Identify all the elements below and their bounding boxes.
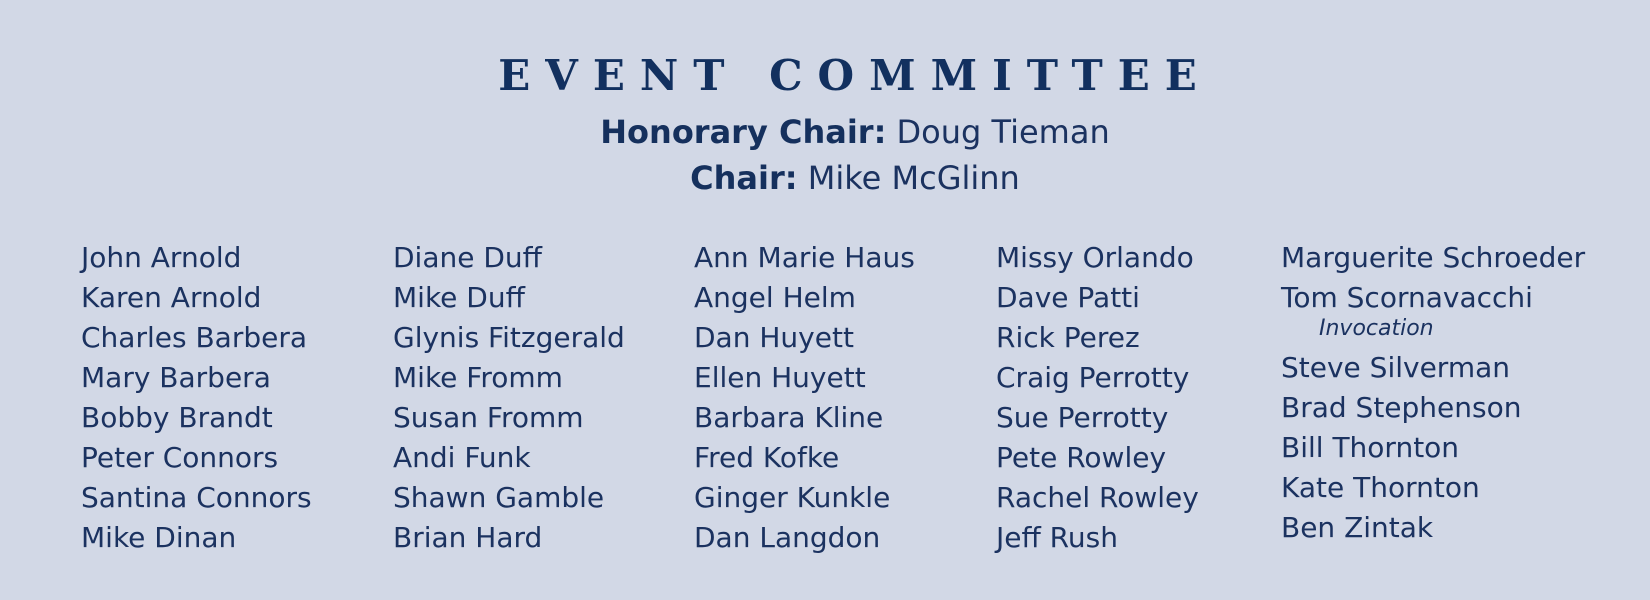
- committee-member: Ellen Huyett: [694, 361, 866, 394]
- honorary-chair-line: [0, 112, 1650, 152]
- committee-member: Karen Arnold: [81, 281, 262, 314]
- chair-label: Chair:: [690, 159, 798, 197]
- committee-member: Barbara Kline: [694, 401, 884, 434]
- committee-member: Ginger Kunkle: [694, 481, 891, 514]
- committee-member: Ann Marie Haus: [694, 241, 915, 274]
- committee-member: Peter Connors: [81, 441, 279, 474]
- committee-member: Santina Connors: [81, 481, 312, 514]
- committee-member: Glynis Fitzgerald: [393, 321, 625, 354]
- committee-member: Angel Helm: [694, 281, 856, 314]
- committee-member: Rachel Rowley: [996, 481, 1199, 514]
- committee-member: Dave Patti: [996, 281, 1140, 314]
- committee-member: Marguerite Schroeder: [1281, 241, 1586, 274]
- committee-member: Mike Dinan: [81, 521, 237, 554]
- committee-member: Shawn Gamble: [393, 481, 605, 514]
- chair-name: Mike McGlinn: [807, 159, 1020, 197]
- committee-member: Missy Orlando: [996, 241, 1194, 274]
- committee-member: Diane Duff: [393, 241, 542, 274]
- committee-member: Charles Barbera: [81, 321, 308, 354]
- committee-member: Sue Perrotty: [996, 401, 1169, 434]
- page-title: EVENT COMMITTEE: [498, 51, 1212, 100]
- committee-member: Bobby Brandt: [81, 401, 273, 434]
- committee-member: Andi Funk: [393, 441, 531, 474]
- committee-member: Brian Hard: [393, 521, 543, 554]
- committee-member: Pete Rowley: [996, 441, 1167, 474]
- committee-column-4: [996, 238, 1199, 558]
- committee-member: Kate Thornton: [1281, 471, 1480, 504]
- committee-member: Tom Scornavacchi: [1281, 281, 1533, 314]
- committee-member: Mike Fromm: [393, 361, 563, 394]
- committee-member: Steve Silverman: [1281, 351, 1511, 384]
- chair-line: [0, 158, 1650, 198]
- committee-column-2: [393, 238, 625, 558]
- committee-member: Mike Duff: [393, 281, 525, 314]
- committee-member: Susan Fromm: [393, 401, 584, 434]
- committee-member: Ben Zintak: [1281, 511, 1434, 544]
- committee-member: Dan Langdon: [694, 521, 881, 554]
- committee-member: Mary Barbera: [81, 361, 271, 394]
- committee-column-3: [694, 238, 915, 558]
- committee-member: John Arnold: [81, 241, 242, 274]
- honorary-chair-name: Doug Tieman: [896, 113, 1110, 151]
- committee-member: Fred Kofke: [694, 441, 840, 474]
- committee-member: Jeff Rush: [996, 521, 1118, 554]
- committee-member: Bill Thornton: [1281, 431, 1460, 464]
- committee-column-1: [81, 238, 312, 558]
- committee-member: Dan Huyett: [694, 321, 854, 354]
- honorary-chair-label: Honorary Chair:: [600, 113, 887, 151]
- committee-member: Brad Stephenson: [1281, 391, 1522, 424]
- invocation-note: Invocation: [1319, 316, 1434, 341]
- committee-column-5: [1281, 238, 1585, 548]
- committee-member: Craig Perrotty: [996, 361, 1190, 394]
- committee-member: Rick Perez: [996, 321, 1140, 354]
